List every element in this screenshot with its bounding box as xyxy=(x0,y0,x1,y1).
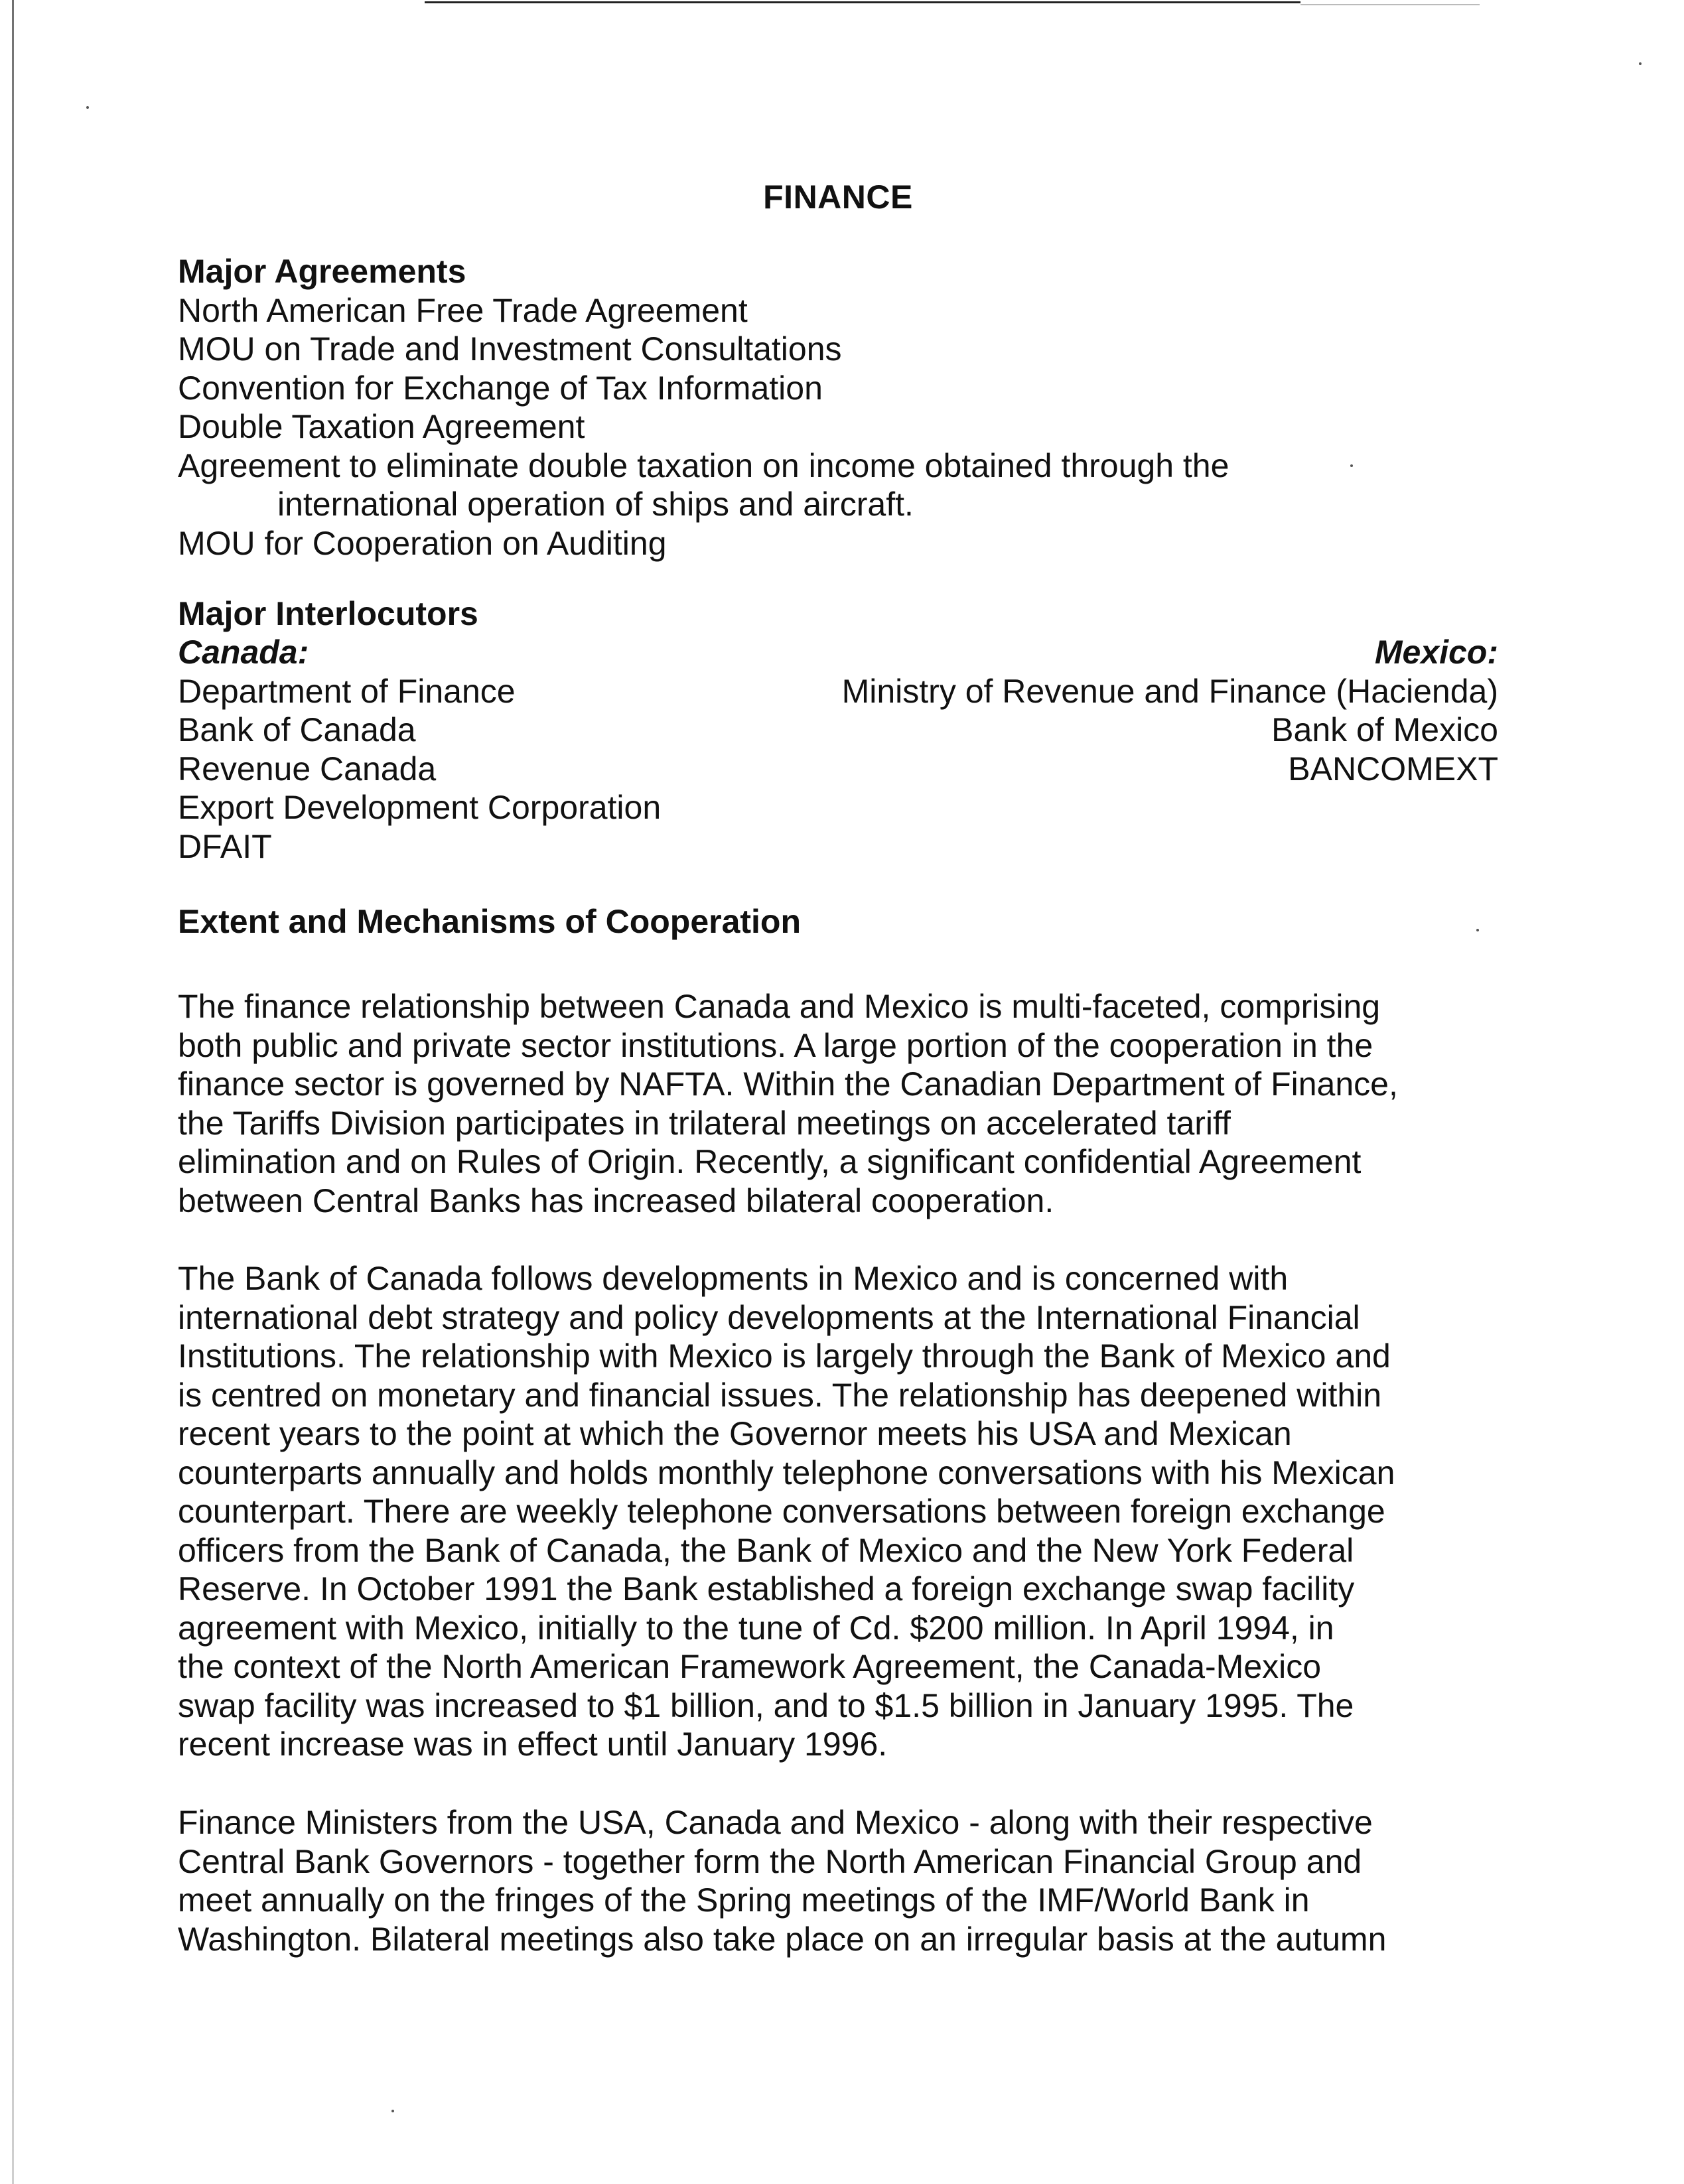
canada-label: Canada: xyxy=(178,634,309,671)
paragraph-line: The finance relationship between Canada and Mexico is multi-faceted, comprising xyxy=(178,988,1381,1025)
paragraph-line: both public and private sector institutions. A large portion of the cooperation in the xyxy=(178,1026,1373,1064)
agreement-item: Double Taxation Agreement xyxy=(178,408,585,445)
paragraph-line: Central Bank Governors - together form the North American Financial Group and xyxy=(178,1842,1362,1880)
agreement-item: MOU for Cooperation on Auditing xyxy=(178,524,667,562)
agreement-item-continuation: international operation of ships and aircraft. xyxy=(277,486,914,523)
canada-item: Export Development Corporation xyxy=(178,789,662,826)
mexico-label: Mexico: xyxy=(1374,634,1498,671)
cooperation-paragraph-3 xyxy=(178,1803,1498,1958)
paragraph-line: counterparts annually and holds monthly telephone conversations with his Mexican xyxy=(178,1454,1395,1491)
paragraph xyxy=(178,1259,1498,1764)
agreement-item: Agreement to eliminate double taxation on income obtained through the xyxy=(178,446,1229,484)
mexico-column xyxy=(768,633,1498,788)
agreements-section xyxy=(178,252,1498,563)
paragraph-line: Finance Ministers from the USA, Canada and Mexico - along with their respective xyxy=(178,1804,1373,1841)
mexico-item: BANCOMEXT xyxy=(1288,750,1498,787)
cooperation-heading-block xyxy=(178,902,1498,941)
interlocutors-heading-block xyxy=(178,594,1498,634)
paragraph-line: counterpart. There are weekly telephone conversations between foreign exchange xyxy=(178,1493,1385,1530)
paragraph-line: officers from the Bank of Canada, the Bank of Mexico and the New York Federal xyxy=(178,1531,1354,1569)
paragraph-line: finance sector is governed by NAFTA. Within the Canadian Department of Finance, xyxy=(178,1065,1398,1103)
agreement-item: North American Free Trade Agreement xyxy=(178,291,748,329)
paragraph-line: the context of the North American Framework Agreement, the Canada-Mexico xyxy=(178,1648,1322,1685)
cooperation-paragraph-1 xyxy=(178,987,1498,1220)
cooperation-heading: Extent and Mechanisms of Cooperation xyxy=(178,903,802,940)
scan-speck xyxy=(391,2110,394,2112)
canada-column xyxy=(178,633,841,866)
paragraph xyxy=(178,987,1498,1220)
canada-item: DFAIT xyxy=(178,827,272,865)
mexico-item: Bank of Mexico xyxy=(1271,711,1498,748)
paragraph-line: elimination and on Rules of Origin. Recently, a significant confidential Agreement xyxy=(178,1143,1362,1180)
paragraph-line: Washington. Bilateral meetings also take place on an irregular basis at the autumn xyxy=(178,1920,1387,1958)
scan-left-edge xyxy=(12,0,14,2184)
paragraph-line: Reserve. In October 1991 the Bank established a foreign exchange swap facility xyxy=(178,1570,1355,1607)
paragraph-line: The Bank of Canada follows developments in Mexico and is concerned with xyxy=(178,1260,1289,1297)
scan-speck xyxy=(1639,62,1642,65)
paragraph-line: Institutions. The relationship with Mexico is largely through the Bank of Mexico and xyxy=(178,1337,1391,1375)
paragraph-line: international debt strategy and policy developments at the International Financial xyxy=(178,1298,1360,1336)
paragraph xyxy=(178,1803,1498,1958)
paragraph-line: the Tariffs Division participates in trilateral meetings on accelerated tariff xyxy=(178,1104,1231,1142)
paragraph-line: between Central Banks has increased bilateral cooperation. xyxy=(178,1182,1054,1219)
canada-item: Bank of Canada xyxy=(178,711,416,748)
page-title: FINANCE xyxy=(763,178,913,216)
scan-edge-line xyxy=(425,1,1300,3)
canada-item: Revenue Canada xyxy=(178,750,437,787)
paragraph-line: agreement with Mexico, initially to the tune of Cd. $200 million. In April 1994, in xyxy=(178,1609,1334,1647)
scan-edge-line-faint xyxy=(1300,4,1480,5)
paragraph-line: recent years to the point at which the Governor meets his USA and Mexican xyxy=(178,1415,1292,1452)
agreement-item: Convention for Exchange of Tax Information xyxy=(178,369,823,407)
canada-item: Department of Finance xyxy=(178,672,516,710)
paragraph-line: is centred on monetary and financial issues. The relationship has deepened within xyxy=(178,1376,1382,1414)
paragraph-line: recent increase was in effect until January 1996. xyxy=(178,1726,888,1763)
agreements-heading: Major Agreements xyxy=(178,253,466,290)
paragraph-line: meet annually on the fringes of the Spring meetings of the IMF/World Bank in xyxy=(178,1881,1310,1919)
interlocutors-heading: Major Interlocutors xyxy=(178,595,478,632)
agreement-item: MOU on Trade and Investment Consultations xyxy=(178,330,842,368)
scan-speck xyxy=(86,106,89,109)
paragraph-line: swap facility was increased to $1 billion, and to $1.5 billion in January 1995. The xyxy=(178,1686,1354,1724)
cooperation-paragraph-2 xyxy=(178,1259,1498,1764)
mexico-item: Ministry of Revenue and Finance (Hacienda) xyxy=(841,672,1498,710)
